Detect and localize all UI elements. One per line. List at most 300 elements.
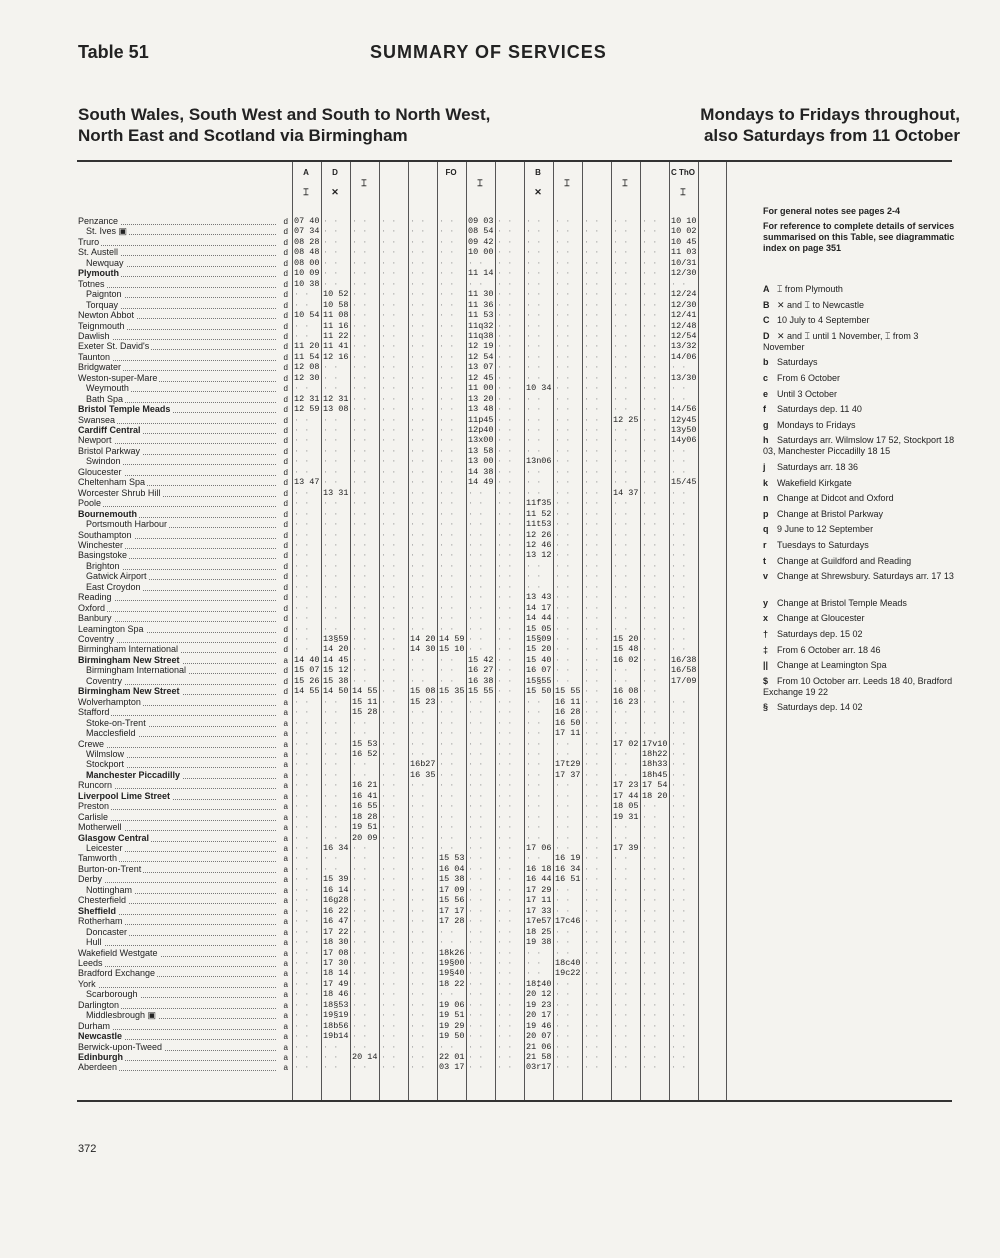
time-cell: · ·: [613, 728, 629, 739]
time-cell: · ·: [671, 519, 687, 530]
time-cell: · ·: [584, 675, 600, 686]
station-name: Glasgow Central: [78, 832, 150, 843]
time-cell: · ·: [555, 289, 571, 300]
time-cell: · ·: [439, 257, 455, 268]
footnote-text: Saturdays dep. 15 02: [777, 629, 863, 639]
station-name: Plymouth: [78, 268, 120, 279]
time-cell: · ·: [381, 937, 397, 948]
time-cell: 16/38: [671, 654, 697, 665]
station-row: [78, 968, 290, 979]
time-cell: · ·: [497, 1041, 513, 1052]
station-row: [78, 383, 290, 394]
time-cell: · ·: [294, 957, 310, 968]
time-cell: · ·: [468, 884, 484, 895]
time-cell: · ·: [584, 466, 600, 477]
time-cell: · ·: [613, 968, 629, 979]
time-cell: · ·: [468, 592, 484, 603]
column-header: [292, 168, 320, 198]
time-cell: · ·: [584, 425, 600, 435]
time-cell: 14 55: [294, 686, 320, 697]
time-cell: · ·: [642, 393, 658, 404]
time-cell: · ·: [497, 759, 513, 770]
time-cell: · ·: [439, 236, 455, 247]
station-name: Basingstoke: [78, 550, 128, 561]
time-cell: · ·: [497, 310, 513, 321]
time-cell: · ·: [555, 937, 571, 948]
time-cell: 14 30: [410, 644, 436, 655]
time-cell: · ·: [294, 748, 310, 759]
time-cell: 15 26: [294, 675, 320, 686]
time-cell: · ·: [439, 278, 455, 289]
time-cell: · ·: [410, 717, 426, 728]
column-header: [553, 168, 581, 189]
time-cell: · ·: [439, 717, 455, 728]
time-cell: 18h33: [642, 759, 668, 770]
arr-dep-marker: d: [283, 572, 288, 582]
column-divider: [640, 162, 641, 1100]
time-cell: · ·: [381, 748, 397, 759]
time-cell: · ·: [352, 508, 368, 519]
time-cell: · ·: [468, 926, 484, 937]
time-cell: · ·: [526, 289, 542, 300]
footnote-key: j: [763, 462, 766, 472]
station-name: Teignmouth: [78, 320, 125, 331]
time-cell: 17 44: [613, 790, 639, 801]
time-cell: · ·: [323, 613, 339, 624]
bottom-rule: [77, 1100, 952, 1102]
time-cell: · ·: [381, 947, 397, 958]
time-cell: · ·: [642, 644, 658, 655]
time-cell: · ·: [410, 1031, 426, 1042]
time-cell: · ·: [381, 707, 397, 718]
time-cell: · ·: [555, 519, 571, 530]
time-cell: · ·: [497, 581, 513, 592]
time-cell: · ·: [555, 748, 571, 759]
time-cell: 12 46: [526, 539, 552, 550]
time-cell: · ·: [671, 1062, 687, 1073]
time-cell: 21 06: [526, 1041, 552, 1052]
time-cell: · ·: [671, 843, 687, 853]
time-cell: · ·: [381, 738, 397, 749]
time-cell: 13 20: [468, 393, 494, 404]
time-cell: · ·: [439, 654, 455, 665]
time-cell: · ·: [497, 832, 513, 843]
time-cell: · ·: [671, 853, 687, 864]
time-cell: · ·: [439, 477, 455, 488]
column-divider: [553, 162, 554, 1100]
station-row: [78, 948, 290, 959]
time-cell: · ·: [410, 268, 426, 279]
time-cell: · ·: [642, 487, 658, 498]
time-cell: · ·: [671, 759, 687, 770]
footnote-key: ||: [763, 660, 769, 671]
time-cell: · ·: [584, 759, 600, 770]
station-name: Hull: [78, 937, 104, 947]
time-cell: · ·: [352, 330, 368, 341]
time-cell: · ·: [294, 801, 310, 812]
time-cell: · ·: [468, 707, 484, 718]
time-cell: · ·: [642, 832, 658, 843]
time-cell: · ·: [613, 769, 629, 780]
time-cell: · ·: [526, 445, 542, 456]
time-cell: · ·: [352, 216, 368, 226]
time-cell: · ·: [352, 989, 368, 1000]
time-cell: · ·: [468, 634, 484, 644]
time-cell: · ·: [555, 226, 571, 237]
time-cell: · ·: [410, 790, 426, 801]
footnote: [763, 493, 958, 504]
time-cell: 14 17: [526, 602, 552, 613]
time-cell: · ·: [323, 1041, 339, 1052]
arr-dep-marker: d: [283, 614, 288, 624]
time-cell: 15 05: [526, 623, 552, 634]
time-cell: · ·: [439, 581, 455, 592]
time-cell: · ·: [613, 1062, 629, 1073]
footnote-key: t: [763, 555, 766, 566]
time-cell: · ·: [613, 216, 629, 226]
time-cell: · ·: [410, 853, 426, 864]
time-cell: · ·: [323, 1062, 339, 1073]
time-cell: · ·: [468, 843, 484, 853]
time-cell: · ·: [613, 362, 629, 373]
footnote-key: ‡: [763, 644, 769, 655]
footnote-text: Wakefield Kirkgate: [777, 477, 852, 488]
time-cell: · ·: [381, 717, 397, 728]
column-symbol: ⌶: [303, 187, 309, 197]
time-cell: · ·: [294, 1031, 310, 1042]
time-cell: · ·: [352, 863, 368, 874]
station-row: [78, 498, 290, 509]
time-cell: 07 40: [294, 216, 320, 226]
time-cell: · ·: [613, 957, 629, 968]
time-cell: · ·: [584, 560, 600, 571]
time-cell: · ·: [323, 372, 339, 383]
time-cell: · ·: [381, 613, 397, 624]
station-row: [78, 833, 290, 844]
time-cell: · ·: [468, 257, 484, 268]
column-symbol: ⌶: [361, 178, 367, 188]
time-cell: 17 49: [323, 978, 349, 989]
time-cell: · ·: [381, 383, 397, 394]
station-row: [78, 1062, 290, 1073]
time-cell: · ·: [555, 926, 571, 937]
time-cell: · ·: [323, 1052, 339, 1062]
time-cell: · ·: [410, 947, 426, 958]
time-cell: · ·: [410, 999, 426, 1010]
time-cell: · ·: [439, 445, 455, 456]
time-cell: 10 02: [671, 226, 697, 237]
footnote-text: ✕ and ⌶ to Newcastle: [777, 299, 864, 310]
time-cell: · ·: [468, 748, 484, 759]
arr-dep-marker: a: [283, 990, 288, 1000]
time-cell: · ·: [526, 330, 542, 341]
time-cell: 17/09: [671, 675, 697, 686]
time-cell: · ·: [613, 247, 629, 258]
time-cell: · ·: [584, 843, 600, 853]
time-cell: · ·: [352, 268, 368, 279]
time-cell: · ·: [526, 425, 542, 435]
time-cell: · ·: [381, 519, 397, 530]
time-cell: · ·: [642, 874, 658, 885]
time-cell: · ·: [526, 320, 542, 331]
time-cell: · ·: [468, 978, 484, 989]
time-cell: · ·: [352, 675, 368, 686]
column-divider: [582, 162, 583, 1100]
station-name: Paignton: [78, 289, 124, 299]
time-cell: · ·: [381, 414, 397, 425]
time-cell: · ·: [497, 487, 513, 498]
time-cell: · ·: [497, 560, 513, 571]
time-cell: · ·: [381, 1031, 397, 1042]
arr-dep-marker: d: [283, 217, 288, 226]
arr-dep-marker: d: [283, 373, 288, 383]
footnote-text: Tuesdays to Saturdays: [777, 540, 869, 550]
time-cell: · ·: [526, 278, 542, 289]
time-cell: · ·: [584, 602, 600, 613]
time-cell: · ·: [468, 623, 484, 634]
time-cell: · ·: [555, 268, 571, 279]
time-cell: · ·: [468, 1010, 484, 1021]
time-cell: · ·: [381, 320, 397, 331]
time-cell: · ·: [381, 299, 397, 310]
time-cell: · ·: [294, 456, 310, 467]
time-cell: · ·: [671, 644, 687, 655]
time-cell: · ·: [642, 675, 658, 686]
leader-dots: [78, 506, 276, 507]
time-cell: · ·: [555, 613, 571, 624]
leader-dots: [78, 287, 276, 288]
time-cell: · ·: [352, 623, 368, 634]
time-cell: 18 14: [323, 968, 349, 979]
time-cell: · ·: [555, 404, 571, 415]
footnote: [763, 702, 958, 713]
arr-dep-marker: a: [283, 864, 288, 874]
time-cell: 15 08: [410, 686, 436, 697]
time-cell: · ·: [410, 895, 426, 906]
time-cell: · ·: [584, 728, 600, 739]
time-cell: · ·: [642, 477, 658, 488]
time-cell: · ·: [526, 947, 542, 958]
footnote-text: Change at Gloucester: [777, 613, 865, 624]
time-cell: · ·: [294, 289, 310, 300]
time-cell: · ·: [642, 581, 658, 592]
time-cell: · ·: [439, 790, 455, 801]
station-name: Bristol Temple Meads: [78, 404, 171, 415]
station-row: [78, 446, 290, 457]
time-cell: 15 20: [613, 634, 639, 644]
time-cell: · ·: [381, 874, 397, 885]
time-cell: · ·: [323, 435, 339, 446]
time-cell: · ·: [497, 425, 513, 435]
time-cell: · ·: [613, 372, 629, 383]
time-cell: · ·: [497, 937, 513, 948]
time-cell: · ·: [294, 937, 310, 948]
time-cell: · ·: [584, 769, 600, 780]
time-cell: 19 51: [439, 1010, 465, 1021]
column-header: [669, 168, 697, 198]
time-cell: · ·: [294, 571, 310, 582]
time-cell: 19 31: [613, 811, 639, 822]
time-cell: · ·: [410, 937, 426, 948]
time-cell: · ·: [468, 759, 484, 770]
time-cell: · ·: [671, 780, 687, 791]
time-cell: · ·: [642, 414, 658, 425]
time-cell: · ·: [613, 592, 629, 603]
time-cell: · ·: [294, 738, 310, 749]
station-name: Coventry: [78, 676, 124, 686]
time-cell: · ·: [410, 665, 426, 676]
time-cell: · ·: [352, 456, 368, 467]
time-cell: 12 26: [526, 529, 552, 540]
time-cell: · ·: [584, 257, 600, 268]
arr-dep-marker: a: [283, 1042, 288, 1052]
time-cell: · ·: [497, 330, 513, 341]
time-cell: · ·: [410, 1041, 426, 1052]
time-cell: 20 09: [352, 832, 378, 843]
station-row: [78, 289, 290, 300]
time-cell: 12/30: [671, 268, 697, 279]
time-cell: · ·: [497, 247, 513, 258]
time-cell: · ·: [410, 1062, 426, 1073]
time-cell: · ·: [468, 999, 484, 1010]
time-cell: 11 52: [526, 508, 552, 519]
time-cell: · ·: [642, 529, 658, 540]
time-cell: · ·: [381, 654, 397, 665]
arr-dep-marker: a: [283, 708, 288, 718]
time-cell: · ·: [584, 299, 600, 310]
time-cell: · ·: [381, 487, 397, 498]
time-cell: · ·: [410, 289, 426, 300]
time-cell: · ·: [671, 738, 687, 749]
time-cell: · ·: [439, 728, 455, 739]
time-cell: · ·: [410, 916, 426, 927]
time-cell: · ·: [555, 247, 571, 258]
time-cell: · ·: [294, 508, 310, 519]
time-cell: · ·: [352, 957, 368, 968]
time-cell: 16 23: [613, 696, 639, 707]
time-cell: 15§09: [526, 634, 552, 644]
time-cell: 18k26: [439, 947, 465, 958]
time-cell: · ·: [497, 571, 513, 582]
time-cell: · ·: [294, 299, 310, 310]
time-cell: · ·: [584, 623, 600, 634]
time-cell: · ·: [294, 613, 310, 624]
time-cell: · ·: [642, 383, 658, 394]
arr-dep-marker: a: [283, 823, 288, 833]
arr-dep-marker: d: [283, 499, 288, 509]
route-heading: [78, 104, 598, 146]
time-cell: · ·: [526, 560, 542, 571]
time-cell: · ·: [381, 968, 397, 979]
time-cell: · ·: [439, 404, 455, 415]
time-cell: · ·: [410, 1010, 426, 1021]
time-cell: · ·: [642, 445, 658, 456]
time-cell: · ·: [642, 957, 658, 968]
time-cell: · ·: [352, 999, 368, 1010]
arr-dep-marker: d: [283, 488, 288, 498]
station-name: Cheltenham Spa: [78, 477, 146, 488]
time-cell: · ·: [439, 801, 455, 812]
time-cell: · ·: [555, 341, 571, 352]
arr-dep-marker: a: [283, 938, 288, 948]
time-cell: · ·: [526, 404, 542, 415]
time-cell: 16 21: [352, 780, 378, 791]
time-cell: · ·: [323, 571, 339, 582]
time-cell: · ·: [526, 801, 542, 812]
time-cell: · ·: [671, 1031, 687, 1042]
time-cell: 10 34: [526, 383, 552, 394]
station-name: Carlisle: [78, 811, 109, 822]
column-divider: [321, 162, 322, 1100]
time-cell: · ·: [323, 383, 339, 394]
time-cell: · ·: [497, 905, 513, 916]
time-cell: 17 02: [613, 738, 639, 749]
time-cell: · ·: [555, 905, 571, 916]
station-name: Crewe: [78, 738, 105, 749]
station-name: Swansea: [78, 414, 116, 425]
time-cell: · ·: [381, 905, 397, 916]
time-cell: · ·: [526, 414, 542, 425]
time-cell: · ·: [352, 1020, 368, 1031]
time-cell: · ·: [584, 435, 600, 446]
time-cell: · ·: [439, 268, 455, 279]
time-cell: · ·: [381, 435, 397, 446]
time-cell: 18§53: [323, 999, 349, 1010]
time-cell: · ·: [294, 414, 310, 425]
time-cell: · ·: [584, 571, 600, 582]
time-cell: · ·: [410, 780, 426, 791]
time-cell: · ·: [352, 435, 368, 446]
time-cell: · ·: [613, 1041, 629, 1052]
time-cell: · ·: [439, 769, 455, 780]
time-cell: · ·: [439, 435, 455, 446]
time-cell: · ·: [555, 989, 571, 1000]
time-cell: · ·: [410, 477, 426, 488]
time-cell: · ·: [642, 884, 658, 895]
time-cell: · ·: [497, 978, 513, 989]
time-cell: · ·: [613, 236, 629, 247]
time-cell: · ·: [613, 508, 629, 519]
time-cell: · ·: [671, 1020, 687, 1031]
footnote: [763, 389, 958, 400]
station-row: [78, 697, 290, 708]
footnote-key: f: [763, 404, 766, 415]
time-cell: · ·: [352, 654, 368, 665]
time-cell: · ·: [613, 351, 629, 362]
station-row: [78, 582, 290, 593]
arr-dep-marker: d: [283, 478, 288, 488]
time-cell: · ·: [642, 404, 658, 415]
time-cell: · ·: [497, 602, 513, 613]
time-cell: · ·: [642, 968, 658, 979]
time-cell: · ·: [584, 665, 600, 676]
time-cell: · ·: [497, 592, 513, 603]
time-cell: · ·: [526, 341, 542, 352]
column-divider: [292, 162, 293, 1100]
station-name: Edinburgh: [78, 1052, 123, 1062]
time-cell: · ·: [555, 801, 571, 812]
time-cell: 12 59: [294, 404, 320, 415]
time-cell: · ·: [352, 728, 368, 739]
time-cell: · ·: [410, 257, 426, 268]
time-cell: · ·: [671, 508, 687, 519]
time-cell: · ·: [352, 393, 368, 404]
time-cell: · ·: [497, 508, 513, 519]
time-cell: 12/41: [671, 310, 697, 321]
time-cell: · ·: [613, 863, 629, 874]
time-cell: · ·: [671, 863, 687, 874]
time-cell: 12/24: [671, 289, 697, 300]
